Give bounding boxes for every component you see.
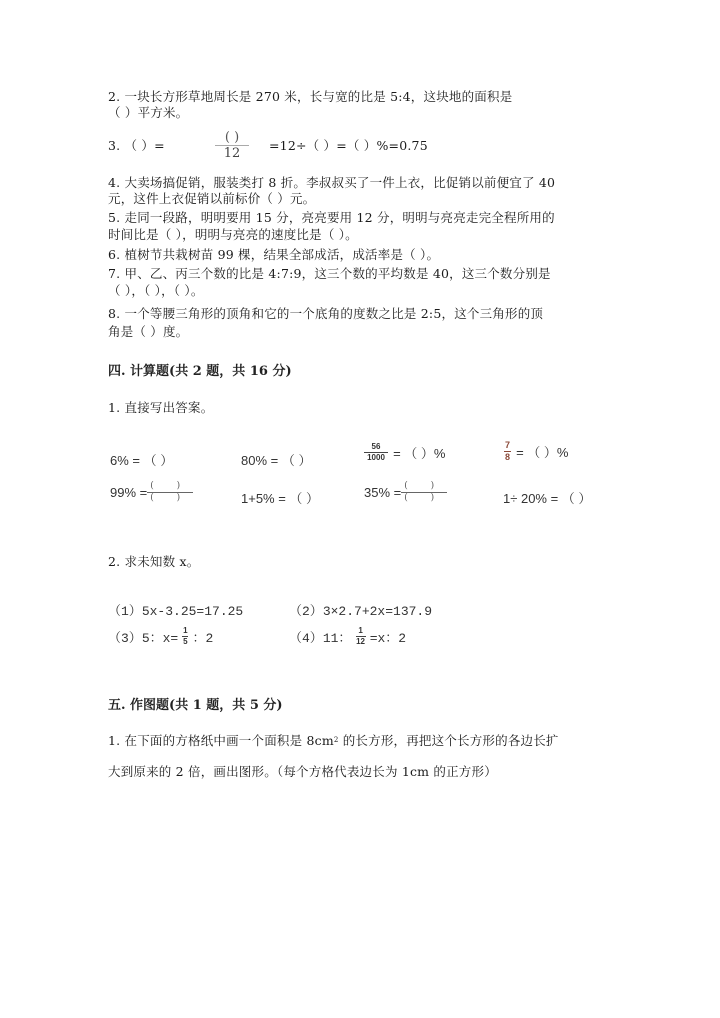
blank-fraction: $\frac{( )}{( )}$: [147, 482, 193, 503]
question-8-line-2: 角是（ ）度。: [108, 324, 189, 339]
question-2-line-1: 2. 一块长方形草地周长是 270 米，长与宽的比是 5:4，这块地的面积是: [108, 89, 513, 104]
equation-2: （2）3×2.7+2x=137.9: [289, 604, 433, 619]
question-2-line-2: （ ）平方米。: [108, 105, 189, 120]
direct-answer-1: 6% = （ ）: [110, 453, 174, 468]
section-4-q2-title: 2. 求未知数 x。: [108, 554, 200, 569]
question-4-line-2: 元，这件上衣促销以前标价（ ）元。: [108, 191, 316, 206]
equation-4: （4）11： $\frac{1}{12}$ =x：2: [289, 626, 407, 646]
direct-answer-2: 80% = （ ）: [241, 453, 312, 468]
question-3-fraction-denominator: 12: [223, 146, 241, 161]
equation-3: （3）5：x= $\frac{1}{5}$ ：2: [108, 626, 214, 646]
question-3-suffix: =12÷（ ）=（ ）%=0.75: [269, 138, 428, 153]
blank-fraction: $\frac{( )}{( )}$: [401, 482, 447, 503]
section-4-heading: 四. 计算题(共 2 题，共 16 分): [108, 364, 292, 379]
question-5-line-2: 时间比是（ ），明明与亮亮的速度比是（ ）。: [108, 227, 358, 242]
section-5-heading: 五. 作图题(共 1 题，共 5 分): [108, 698, 283, 713]
question-6-line-1: 6. 植树节共栽树苗 99 棵，结果全部成活，成活率是（ ）。: [108, 247, 440, 262]
fraction-1-5: $\frac{1}{5}$: [183, 626, 188, 646]
direct-answer-5: 99% = $\frac{( )}{( )}$: [110, 482, 193, 503]
question-4-line-1: 4. 大卖场搞促销，服装类打 8 折。李叔叔买了一件上衣，比促销以前便宜了 40: [108, 175, 556, 190]
direct-answer-7: 35% = $\frac{( )}{( )}$: [364, 482, 447, 503]
question-5-line-1: 5. 走同一段路，明明要用 15 分，亮亮要用 12 分，明明与亮亮走完全程所用的: [108, 210, 555, 225]
direct-answer-6: 1+5% = （ ）: [241, 491, 320, 506]
fraction-7-8: $\frac{7}{8}$: [504, 440, 510, 462]
question-7-line-2: （ ），（ ），（ ）。: [108, 283, 204, 298]
equation-1: （1）5x-3.25=17.25: [108, 604, 244, 619]
section-5-q1-line-1: 1. 在下面的方格纸中画一个面积是 $8cm^2$ 的长方形，再把这个长方形的各边长扩: [108, 733, 559, 748]
question-7-line-1: 7. 甲、乙、丙三个数的比是 4:7:9，这三个数的平均数是 40，这三个数分别是: [108, 266, 551, 281]
direct-answer-8: 1÷ 20% = （ ）: [503, 491, 592, 506]
section-5-q1-line-2: 大到原来的 2 倍，画出图形。（每个方格代表边长为 1cm 的正方形）: [108, 764, 497, 779]
fraction-56-1000: $\frac{56}{1000}$: [364, 443, 388, 462]
question-8-line-1: 8. 一个等腰三角形的顶角和它的一个底角的度数之比是 2:5，这个三角形的顶: [108, 306, 544, 321]
direct-answer-3: $\frac{56}{1000}$ = （ ）%: [364, 442, 445, 462]
question-3-fraction-numerator: ( ): [224, 130, 240, 145]
fraction-1-12: $\frac{1}{12}$: [356, 626, 366, 646]
section-4-q1-title: 1. 直接写出答案。: [108, 400, 214, 415]
question-3-fraction: [215, 131, 249, 160]
direct-answer-4: $\frac{7}{8}$ = （ ）%: [504, 440, 569, 462]
question-3-prefix: 3. （ ）=: [108, 138, 165, 153]
